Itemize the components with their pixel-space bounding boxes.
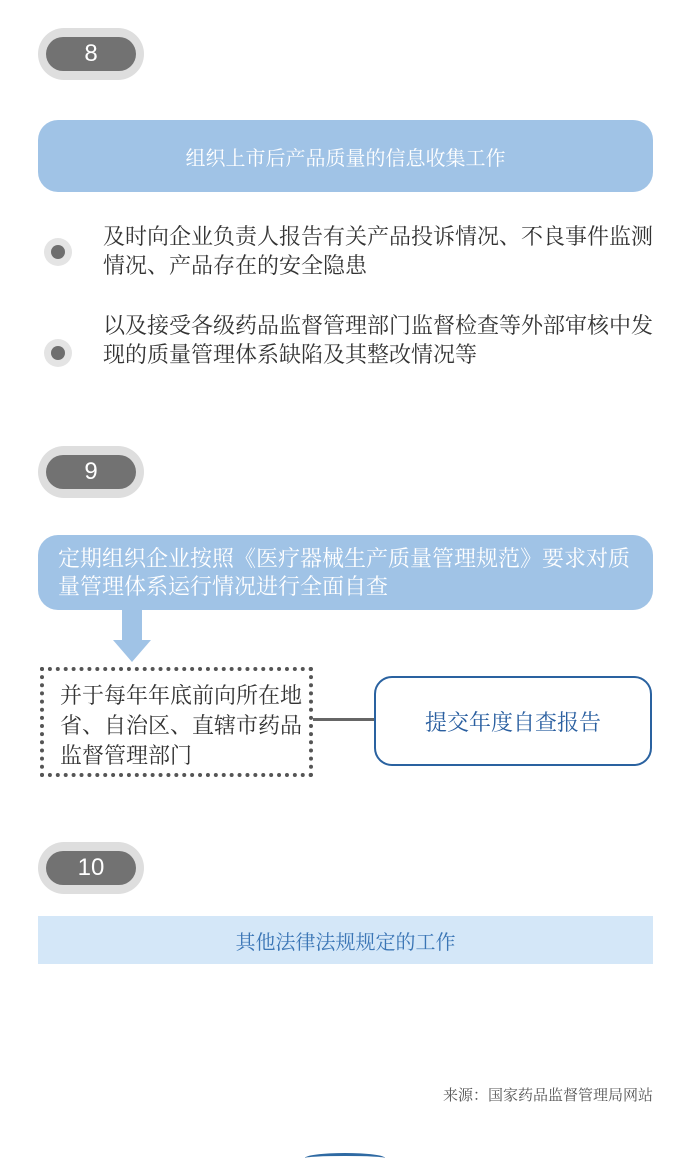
section-10-title: 其他法律法规规定的工作 xyxy=(38,916,653,964)
section-8-title: 组织上市后产品质量的信息收集工作 xyxy=(38,120,653,192)
section-9-title: 定期组织企业按照《医疗器械生产质量管理规范》要求对质量管理体系运行情况进行全面自查 xyxy=(38,535,653,610)
bullet-icon xyxy=(44,339,72,367)
step-badge-10: 10 xyxy=(38,842,144,894)
action-box: 提交年度自查报告 xyxy=(374,676,652,766)
bullet-text: 及时向企业负责人报告有关产品投诉情况、不良事件监测情况、产品存在的安全隐患 xyxy=(103,224,654,278)
connector-line xyxy=(313,718,375,721)
down-arrow-icon xyxy=(113,610,151,662)
source-text: 来源：国家药品监督管理局网站 xyxy=(442,1087,653,1104)
bullet-icon xyxy=(44,238,72,266)
bullet-text: 以及接受各级药品监督管理部门监督检查等外部审核中发现的质量管理体系缺陷及其整改情况等 xyxy=(103,313,654,367)
detail-box: 并于每年年底前向所在地省、自治区、直辖市药品监督管理部门 xyxy=(40,667,313,777)
step-badge-9: 9 xyxy=(38,446,144,498)
step-badge-8: 8 xyxy=(38,28,144,80)
bottom-arc-decoration xyxy=(305,1153,385,1163)
